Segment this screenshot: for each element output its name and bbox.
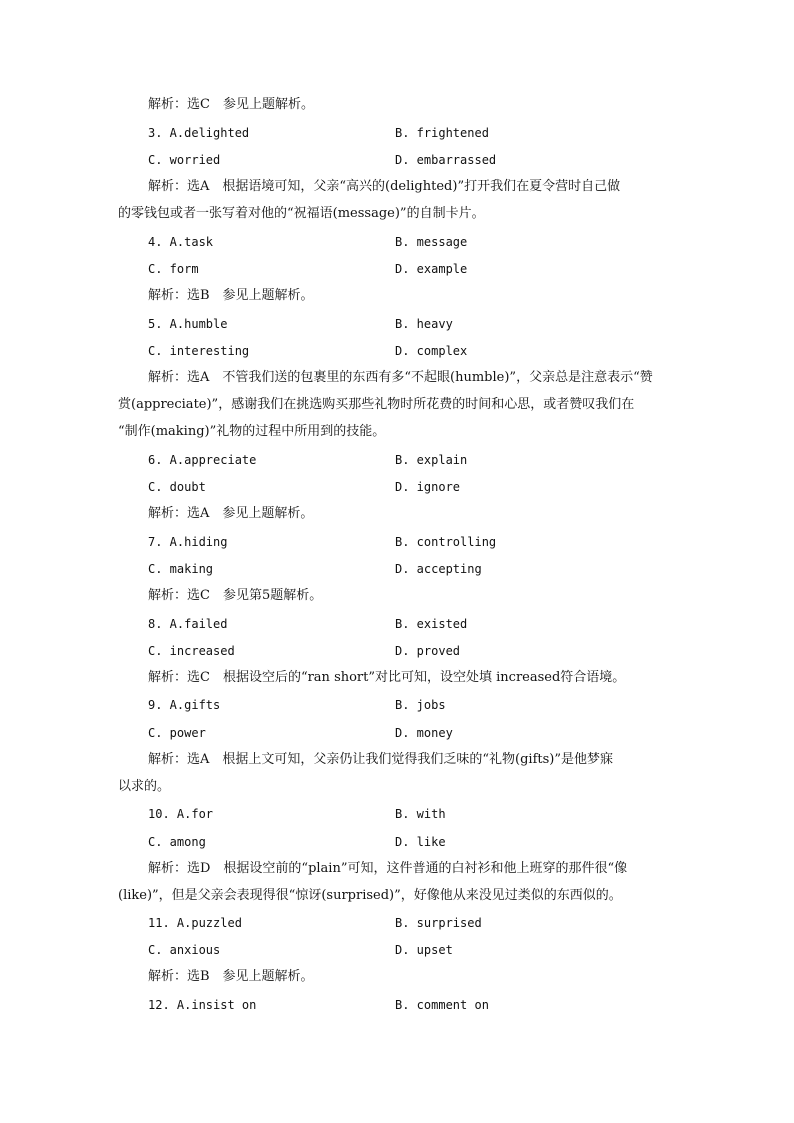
q6-option-d: D. ignore (395, 480, 461, 494)
q10-option-c: C. among (148, 835, 206, 849)
q4-option-c: C. form (148, 262, 199, 276)
q10-option-b: B. with (395, 807, 446, 821)
q3-option-d: D. embarrassed (395, 153, 497, 167)
q8-option-c: C. increased (148, 644, 235, 658)
q3-option-b: B. frightened (395, 126, 489, 140)
q7-option-d: D. accepting (395, 562, 482, 576)
q11-option-d: D. upset (395, 943, 453, 957)
q8-option-a: 8. A.failed (148, 617, 228, 631)
analysis-3-line2: 的零钱包或者一张写着对他的“祝福语(message)”的自制卡片。 (118, 206, 485, 221)
analysis-4: 解析：选B 参见上题解析。 (148, 288, 314, 303)
q4-option-a: 4. A.task (148, 235, 214, 249)
q8-option-d: D. proved (395, 644, 461, 658)
q10-option-a: 10. A.for (148, 807, 214, 821)
q10-option-d: D. like (395, 835, 446, 849)
q7-option-b: B. controlling (395, 535, 497, 549)
analysis-5-line1: 解析：选A 不管我们送的包裹里的东西有多“不起眼(humble)”，父亲总是注意表示“赞 (148, 370, 653, 385)
q12-option-a: 12. A.insist on (148, 998, 257, 1012)
q8-option-b: B. existed (395, 617, 468, 631)
q9-option-b: B. jobs (395, 698, 446, 712)
q4-option-d: D. example (395, 262, 468, 276)
q11-option-b: B. surprised (395, 916, 482, 930)
q6-option-b: B. explain (395, 453, 468, 467)
q7-option-c: C. making (148, 562, 214, 576)
analysis-9-line1: 解析：选A 根据上文可知，父亲仍让我们觉得我们乏味的“礼物(gifts)”是他梦寐 (148, 752, 614, 767)
analysis-6: 解析：选A 参见上题解析。 (148, 506, 314, 521)
analysis-2: 解析：选C 参见上题解析。 (148, 97, 314, 112)
analysis-8: 解析：选C 根据设空后的“ran short”对比可知，设空处填 increased符合语境。 (148, 670, 626, 685)
q5-option-d: D. complex (395, 344, 468, 358)
analysis-7: 解析：选C 参见第5题解析。 (148, 588, 323, 603)
analysis-5-line2: 赏(appreciate)”，感谢我们在挑选购买那些礼物时所花费的时间和心思，或者赞叹我们在 (118, 397, 635, 412)
q7-option-a: 7. A.hiding (148, 535, 228, 549)
analysis-10-line1: 解析：选D 根据设空前的“plain”可知，这件普通的白衬衫和他上班穿的那件很“像 (148, 861, 628, 876)
q11-option-c: C. anxious (148, 943, 221, 957)
q3-option-c: C. worried (148, 153, 221, 167)
q4-option-b: B. message (395, 235, 468, 249)
q9-option-c: C. power (148, 726, 206, 740)
analysis-5-line3: “制作(making)”礼物的过程中所用到的技能。 (118, 424, 386, 439)
q3-option-a: 3. A.delighted (148, 126, 250, 140)
q11-option-a: 11. A.puzzled (148, 916, 242, 930)
analysis-11: 解析：选B 参见上题解析。 (148, 969, 314, 984)
q12-option-b: B. comment on (395, 998, 489, 1012)
analysis-3-line1: 解析：选A 根据语境可知，父亲“高兴的(delighted)”打开我们在夏令营时自己做 (148, 179, 621, 194)
analysis-10-line2: (like)”，但是父亲会表现得很“惊讶(surprised)”，好像他从来没见过类似的东西似的。 (118, 888, 622, 903)
q9-option-a: 9. A.gifts (148, 698, 221, 712)
q9-option-d: D. money (395, 726, 453, 740)
q5-option-a: 5. A.humble (148, 317, 228, 331)
q5-option-b: B. heavy (395, 317, 453, 331)
q5-option-c: C. interesting (148, 344, 250, 358)
analysis-9-line2: 以求的。 (118, 779, 171, 794)
q6-option-a: 6. A.appreciate (148, 453, 257, 467)
q6-option-c: C. doubt (148, 480, 206, 494)
